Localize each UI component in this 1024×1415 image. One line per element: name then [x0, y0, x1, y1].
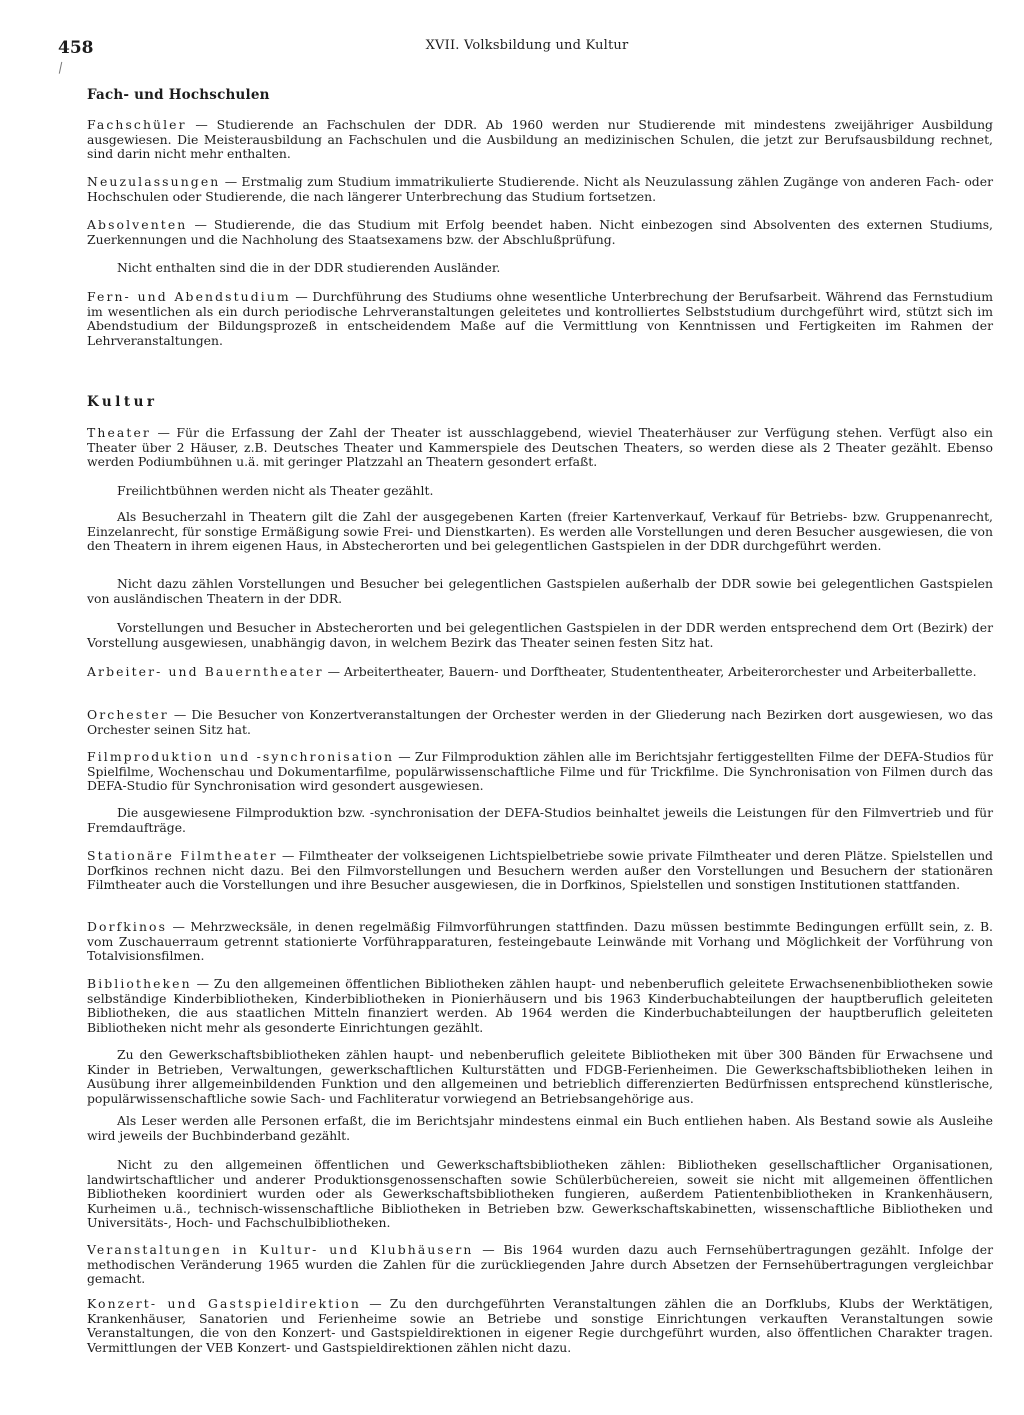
definition-paragraph: [87, 849, 993, 893]
paragraph-text: Als Besucherzahl in Theatern gilt die Zahl der ausgegebenen Karten (freier Kartenverkauf, Verkauf für Betriebs- bzw. Gruppenanrecht, Einzelanrecht, für sonstige Ermäßigung sowie Frei- und Dienstkarten). Es werden alle Vorstellungen und deren Besucher ausgewiesen, die von den Theatern in ihrem eigenen Haus, in Abstecherorten und bei gelegentlichen Gastspielen in der DDR durchgeführt werden.: [87, 509, 993, 554]
definition-text: — Erstmalig zum Studium immatrikulierte Studierende. Nicht als Neuzulassung zählen Zugänge von anderen Fach- oder Hochschulen oder Studierende, die nach längerer Unterbrechung das Studium fortsetzen.: [87, 174, 993, 204]
body-paragraph: [87, 1158, 993, 1231]
scan-mark: [59, 62, 64, 74]
page-number: 458: [58, 38, 94, 58]
definition-text: — Zu den durchgeführten Veranstaltungen zählen die an Dorfklubs, Klubs der Werktätigen, Krankenhäuser, Sanatorien und Ferienheime sowie an Betriebe und sonstige Einrichtungen verkauften Veranstaltungen sowie Veranstaltungen, die von den Konzert- und Gastspieldirektionen in eigener Regie durchgeführt wurden, also öffentlichen Charakter tragen. Vermittlungen der VEB Konzert- und Gastspieldirektionen zählen nicht dazu.: [87, 1296, 993, 1355]
definition-term: Filmproduktion und -synchronisation: [87, 749, 395, 764]
definition-term: Konzert- und Gastspieldirektion: [87, 1296, 361, 1311]
definition-text: — Studierende an Fachschulen der DDR. Ab 1960 werden nur Studierende mit mindestens zweijähriger Ausbildung ausgewiesen. Die Meisterausbildung an Fachschulen und die Ausbildung an medizinischen Schulen, die jetzt zur Berufsausbildung rechnet, sind darin nicht mehr enthalten.: [87, 117, 993, 162]
definition-text: — Mehrzwecksäle, in denen regelmäßig Filmvorführungen stattfinden. Dazu müssen bestimmte Bedingungen erfüllt sein, z. B. vom Zuschauerraum getrennt stationierte Vorführapparaturen, festeingebaute Leinwände mit Vorhang und Möglichkeit der Vorführung von Totalvisionsfilmen.: [87, 919, 993, 964]
body-paragraph: [87, 484, 993, 499]
definition-paragraph: [87, 750, 993, 794]
body-paragraph: [87, 1114, 993, 1143]
definition-term: Neuzulassungen: [87, 174, 221, 189]
paragraph-text: Vorstellungen und Besucher in Abstecherorten und bei gelegentlichen Gastspielen in der DDR werden entsprechend dem Ort (Bezirk) der Vorstellung ausgewiesen, unabhängig davon, in welchem Bezirk das Theater seinen festen Sitz hat.: [87, 620, 993, 650]
body-paragraph: [87, 510, 993, 554]
definition-term: Orchester: [87, 707, 169, 722]
body-paragraph: [87, 1048, 993, 1106]
definition-paragraph: [87, 426, 993, 470]
definition-text: — Studierende, die das Studium mit Erfolg beendet haben. Nicht einbezogen sind Absolventen des externen Studiums, Zuerkennungen und die Nachholung des Staatsexamens bzw. der Abschlußprüfung.: [87, 217, 993, 247]
definition-text: — Arbeitertheater, Bauern- und Dorftheater, Studententheater, Arbeiterorchester und Arbeiterballette.: [323, 664, 977, 679]
definition-term: Theater: [87, 425, 151, 440]
running-head: XVII. Volksbildung und Kultur: [425, 38, 629, 53]
body-paragraph: [87, 577, 993, 606]
definition-term: Fern- und Abendstudium: [87, 289, 291, 304]
body-paragraph: [87, 261, 993, 276]
definition-text: — Zur Filmproduktion zählen alle im Berichtsjahr fertiggestellten Filme der DEFA-Studios für Spielfilme, Wochenschau und Dokumentarfilme, populärwissenschaftliche Filme und für Trickfilme. Die Synchronisation von Filmen durch das DEFA-Studio für Synchronisation wird gesondert ausgewiesen.: [87, 749, 993, 794]
definition-text: — Bis 1964 wurden dazu auch Fernsehübertragungen gezählt. Infolge der methodischen Veränderung 1965 wurden die Zahlen für die zurückliegenden Jahre durch Absetzen der Fernsehübertragungen vergleichbar gemacht.: [87, 1242, 993, 1287]
definition-paragraph: [87, 665, 993, 680]
section-heading-fach-hochschulen: Fach- und Hochschulen: [87, 87, 270, 103]
definition-text: — Zu den allgemeinen öffentlichen Bibliotheken zählen haupt- und nebenberuflich geleitete Erwachsenenbibliotheken sowie selbständige Kinderbibliotheken, Kinderbibliotheken in Pionierhäusern und bis 1963 Kinderbuchabteilungen der hauptberuflich geleiteten Bibliotheken, die aus staatlichen Mitteln finanziert werden. Ab 1964 werden die Kinderbuchabteilungen der hauptberuflich geleiteten Bibliotheken nicht mehr als gesonderte Einrichtungen gezählt.: [87, 976, 993, 1035]
section-heading-kultur: Kultur: [87, 394, 158, 410]
definition-paragraph: [87, 218, 993, 247]
definition-term: Stationäre Filmtheater: [87, 848, 278, 863]
definition-term: Absolventen: [87, 217, 188, 232]
paragraph-text: Nicht dazu zählen Vorstellungen und Besucher bei gelegentlichen Gastspielen außerhalb der DDR sowie bei gelegentlichen Gastspielen von ausländischen Theatern in der DDR.: [87, 576, 993, 606]
definition-term: Dorfkinos: [87, 919, 168, 934]
definition-paragraph: [87, 977, 993, 1035]
body-paragraph: [87, 621, 993, 650]
definition-term: Veranstaltungen in Kultur- und Klubhäusern: [87, 1242, 474, 1257]
paragraph-text: Nicht enthalten sind die in der DDR studierenden Ausländer.: [117, 260, 501, 275]
definition-paragraph: [87, 920, 993, 964]
definition-text: — Filmtheater der volkseigenen Lichtspielbetriebe sowie private Filmtheater und deren Plätze. Spielstellen und Dorfkinos rechnen nicht dazu. Bei den Filmvorstellungen und Besuchern werden außer den Vorstellungen und Besuchern der stationären Filmtheater auch die Vorstellungen und ihre Besucher ausgewiesen, die in Dorfkinos, Spielstellen und sonstigen Institutionen stattfanden.: [87, 848, 993, 893]
definition-paragraph: [87, 1297, 993, 1355]
definition-term: Bibliotheken: [87, 976, 192, 991]
definition-paragraph: [87, 1243, 993, 1287]
paragraph-text: Die ausgewiesene Filmproduktion bzw. -synchronisation der DEFA-Studios beinhaltet jeweils die Leistungen für den Filmvertrieb und für Fremdaufträge.: [87, 805, 993, 835]
definition-paragraph: [87, 175, 993, 204]
definition-paragraph: [87, 708, 993, 737]
definition-text: — Durchführung des Studiums ohne wesentliche Unterbrechung der Berufsarbeit. Während das Fernstudium im wesentlichen als ein durch periodische Lehrveranstaltungen geleitetes und kontrolliertes Selbststudium durchgeführt wird, stützt sich im Abendstudium der Bildungsprozeß in entscheidendem Maße auf die Vermittlung von Kenntnissen und Fertigkeiten im Rahmen der Lehrveranstaltungen.: [87, 289, 993, 348]
paragraph-text: Freilichtbühnen werden nicht als Theater gezählt.: [117, 483, 434, 498]
paragraph-text: Als Leser werden alle Personen erfaßt, die im Berichtsjahr mindestens einmal ein Buch entliehen haben. Als Bestand sowie als Ausleihe wird jeweils der Buchbinderband gezählt.: [87, 1113, 993, 1143]
body-paragraph: [87, 806, 993, 835]
definition-text: — Für die Erfassung der Zahl der Theater ist ausschlaggebend, wieviel Theaterhäuser zur Verfügung stehen. Verfügt also ein Theater über 2 Häuser, z.B. Deutsches Theater und Kammerspiele des Deutschen Theaters, so werden diese als 2 Theater gezählt. Ebenso werden Podiumbühnen u.ä. mit geringer Platzzahl an Theatern gesondert erfaßt.: [87, 425, 993, 470]
paragraph-text: Nicht zu den allgemeinen öffentlichen und Gewerkschaftsbibliotheken zählen: Bibliotheken gesellschaftlicher Organisationen, landwirtschaftlicher und anderer Produktionsgenossenschaften sowie Schülerbüchereien, soweit sie nicht mit allgemeinen öffentlichen Bibliotheken koordiniert wurden oder als Gewerkschaftsbibliotheken fungieren, außerdem Patientenbibliotheken in Krankenhäusern, Kurheimen u.ä., technisch-wissenschaftliche Bibliotheken in Betrieben bzw. Gewerkschaftskabinetten, wissenschaftliche Bibliotheken und Universitäts-, Hoch- und Fachschulbibliotheken.: [87, 1157, 993, 1231]
definition-term: Arbeiter- und Bauerntheater: [87, 664, 324, 679]
definition-text: — Die Besucher von Konzertveranstaltungen der Orchester werden in der Gliederung nach Bezirken dort ausgewiesen, wo das Orchester seinen Sitz hat.: [87, 707, 993, 737]
paragraph-text: Zu den Gewerkschaftsbibliotheken zählen haupt- und nebenberuflich geleitete Bibliotheken mit über 300 Bänden für Erwachsene und Kinder in Betrieben, Verwaltungen, gewerkschaftlichen Kulturstätten und FDGB-Ferienheimen. Die Gewerkschaftsbibliotheken leihen in Ausübung ihrer allgemeinbildenden Funktion und den allgemeinen und betrieblich differenzierten Bedürfnissen entsprechend künstlerische, populärwissenschaftliche sowie Sach- und Fachliteratur vorwiegend an Betriebsangehörige aus.: [87, 1047, 993, 1106]
definition-paragraph: [87, 118, 993, 162]
definition-term: Fachschüler: [87, 117, 187, 132]
definition-paragraph: [87, 290, 993, 348]
